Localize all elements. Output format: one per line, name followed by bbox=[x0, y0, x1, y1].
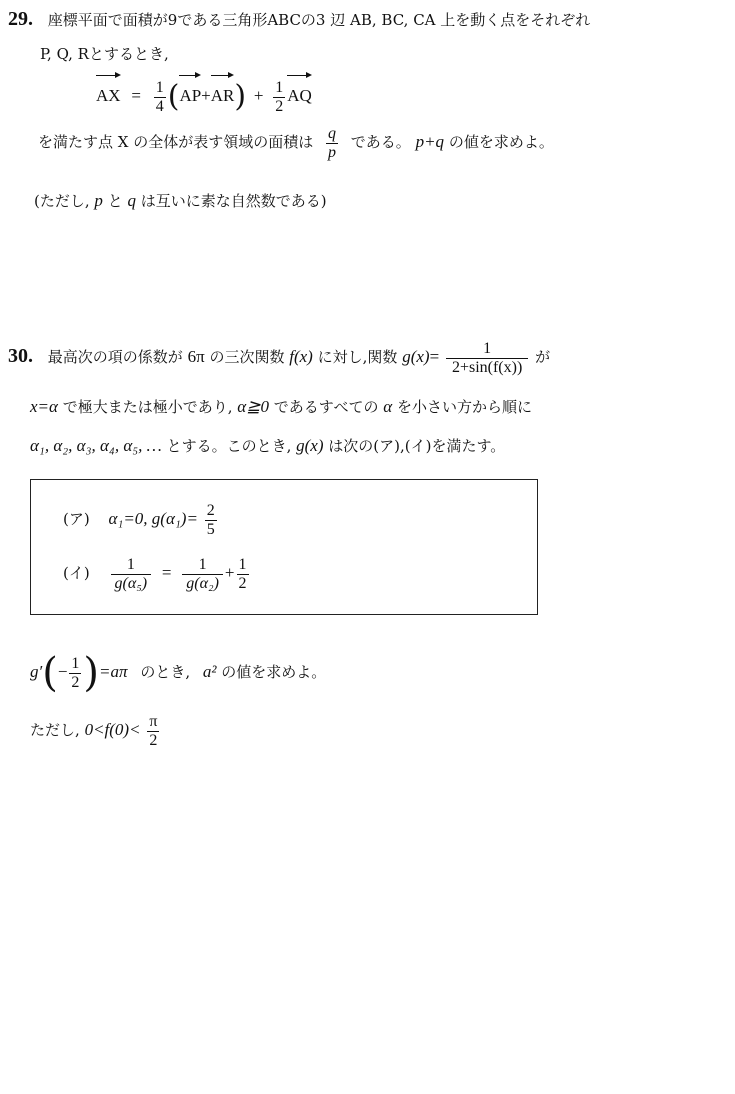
x-equals-alpha: x=α bbox=[30, 397, 58, 416]
note-q: q bbox=[127, 191, 136, 210]
fraction-g-definition bbox=[446, 340, 528, 377]
fraction-q-over-p bbox=[326, 125, 338, 162]
a-squared: a² bbox=[202, 662, 217, 681]
fraction-denominator: g(α₅) bbox=[111, 574, 152, 593]
condition-expression: 0<f(0)< bbox=[84, 720, 141, 739]
equals-a-pi: =aπ bbox=[99, 662, 128, 681]
alpha-symbol: α bbox=[383, 397, 393, 416]
problem-30-line-3 bbox=[30, 436, 505, 456]
problem-29-text-2: P, Q, Rとするとき, bbox=[40, 45, 169, 63]
problem-30-text-2e: を小さい方から順に bbox=[396, 398, 532, 416]
p-plus-q: p+q bbox=[415, 132, 445, 151]
fraction-numerator: 1 bbox=[71, 654, 80, 672]
fraction-denominator: 2+sin(f(x)) bbox=[446, 358, 528, 377]
question-text-1: のとき, bbox=[140, 663, 191, 681]
fraction-one-over-g-alpha2 bbox=[182, 556, 223, 593]
problem-30-condition bbox=[30, 708, 161, 752]
f-of-x: f(x) bbox=[289, 347, 313, 366]
conditions-box bbox=[30, 479, 538, 615]
fraction-one-over-g-alpha5 bbox=[111, 556, 152, 593]
equals-sign: = bbox=[161, 563, 172, 582]
fraction-numerator: 2 bbox=[206, 501, 215, 519]
problem-30-text-1a: 最高次の項の係数が bbox=[47, 348, 183, 366]
problem-29-line-1 bbox=[8, 9, 590, 30]
problem-30-text-2d: であるすべての bbox=[273, 398, 379, 416]
vector-ar: AR bbox=[211, 76, 235, 116]
fraction-denominator: g(α₂) bbox=[182, 574, 223, 593]
g-of-x-2: g(x) bbox=[296, 436, 324, 455]
vector-ax: AX bbox=[96, 76, 121, 116]
fraction-numerator: 1 bbox=[238, 555, 247, 573]
problem-30-text-3b: とする。このとき, bbox=[166, 437, 292, 455]
problem-30-line-1 bbox=[8, 334, 550, 379]
fraction-numerator: π bbox=[149, 712, 158, 730]
problem-29-text-3c: の値を求めよ。 bbox=[448, 133, 554, 151]
close-paren: ) bbox=[234, 79, 247, 114]
fraction-one-half-q bbox=[69, 655, 81, 692]
problem-30-text-1d: が bbox=[535, 348, 551, 366]
equals-sign: = bbox=[429, 347, 440, 366]
fraction-denominator: 2 bbox=[238, 574, 247, 592]
problem-29-text-1: 座標平面で面積が9である三角形ABCの3 辺 AB, BC, CA 上を動く点をそれぞれ bbox=[47, 11, 591, 29]
condition-b bbox=[63, 548, 251, 598]
question-text-2: の値を求めよ。 bbox=[221, 663, 327, 681]
fraction-one-half bbox=[273, 79, 285, 116]
condition-a-expression: α₁=0, g(α₁)= bbox=[108, 509, 198, 528]
fraction-denominator: 2 bbox=[275, 97, 284, 115]
problem-29-text-3 bbox=[38, 122, 554, 162]
plus-sign: + bbox=[201, 86, 211, 105]
fraction-numerator: 1 bbox=[126, 555, 135, 573]
fraction-one-quarter bbox=[154, 79, 166, 116]
open-paren: ( bbox=[167, 79, 180, 114]
g-prime: g′ bbox=[30, 662, 43, 681]
vector-aq: AQ bbox=[287, 76, 312, 116]
fraction-denominator: 5 bbox=[206, 520, 215, 538]
plus-sign: + bbox=[224, 563, 235, 582]
alpha-sequence: α₁, α₂, α₃, α₄, α₅, … bbox=[30, 436, 162, 455]
problem-29-note bbox=[34, 191, 327, 211]
coefficient-6pi: 6π bbox=[187, 347, 205, 366]
condition-a bbox=[63, 496, 219, 542]
fraction-denominator: 2 bbox=[149, 731, 158, 749]
problem-29-number: 29. bbox=[8, 8, 33, 30]
fraction-denominator: 2 bbox=[71, 673, 80, 691]
problem-29-text-3b: である。 bbox=[350, 133, 411, 151]
condition-text: ただし, bbox=[30, 721, 80, 739]
fraction-numerator: q bbox=[328, 124, 336, 142]
equals-sign: = bbox=[131, 86, 141, 105]
fraction-numerator: 1 bbox=[155, 78, 164, 96]
problem-30-text-2b: で極大または極小であり, bbox=[62, 398, 233, 416]
fraction-one-half-b bbox=[237, 556, 249, 593]
fraction-numerator: 1 bbox=[198, 555, 207, 573]
fraction-denominator: 4 bbox=[155, 97, 164, 115]
fraction-numerator: 1 bbox=[483, 339, 492, 357]
problem-30-line-2 bbox=[30, 397, 532, 417]
note-rest: は互いに素な自然数である) bbox=[140, 192, 327, 210]
problem-29-vector-equation bbox=[96, 76, 312, 116]
condition-a-label: (ア) bbox=[63, 510, 90, 528]
problem-30-text-1c: に対し,関数 bbox=[317, 348, 398, 366]
fraction-denominator: p bbox=[328, 143, 336, 161]
g-of-x: g(x) bbox=[402, 347, 430, 366]
vector-ap: AP bbox=[179, 76, 201, 116]
fraction-numerator: 1 bbox=[275, 78, 284, 96]
note-to: と bbox=[107, 192, 123, 210]
problem-30-number: 30. bbox=[8, 345, 33, 367]
problem-30-text-3c: は次の(ア),(イ)を満たす。 bbox=[328, 437, 506, 455]
fraction-two-fifths bbox=[205, 502, 217, 539]
problem-30-text-1b: の三次関数 bbox=[209, 348, 285, 366]
note-p: p bbox=[94, 191, 103, 210]
minus-sign: − bbox=[57, 662, 68, 681]
condition-b-label: (イ) bbox=[63, 564, 90, 582]
problem-29-text-3a: を満たす点 X の全体が表す領域の面積は bbox=[38, 133, 314, 151]
note-open: (ただし, bbox=[34, 192, 90, 210]
fraction-pi-over-2 bbox=[147, 713, 159, 750]
alpha-geq-zero: α≧0 bbox=[237, 397, 269, 416]
plus-sign-2: + bbox=[253, 86, 264, 105]
problem-30-question: g′(− $\frac{1}{2}$ )=aπ のとき, a² の値を求めよ。 bbox=[30, 650, 327, 696]
